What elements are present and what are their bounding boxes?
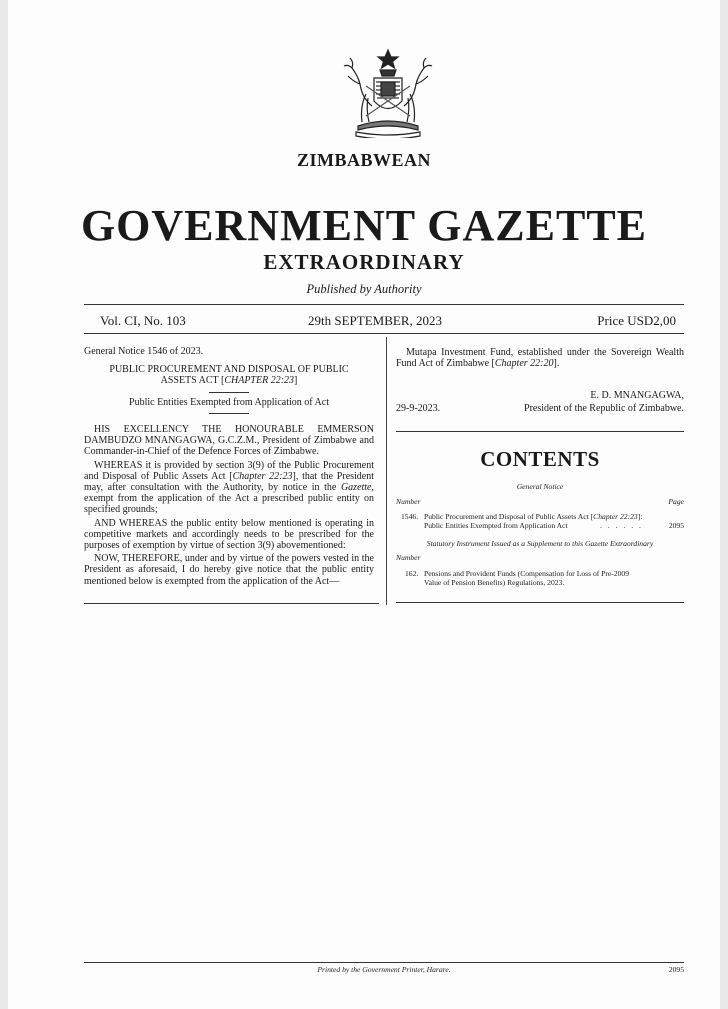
paragraph-preamble: HIS EXCELLENCY THE HONOURABLE EMMERSON DAMBUDZO MNANGAGWA, G.C.Z.M., President of Zimbabwe and Commander-in-Chief of the Defence Forces of Zimbabwe. <box>84 424 374 458</box>
notice-body <box>84 424 374 587</box>
exempted-entity: Mutapa Investment Fund, established under the Sovereign Wealth Fund Act of Zimbabwe [Chapter 22:20]. <box>396 347 684 370</box>
contents-item-subtitle: Value of Pension Benefits) Regulations, 2023. <box>424 578 565 587</box>
paragraph-and-whereas: AND WHEREAS the public entity below mentioned is operating in competitive markets and accordingly needs to be prescribed for the purposes of exemption by virtue of section 3(9) abovementioned: <box>84 517 374 552</box>
right-column-rule <box>396 431 684 432</box>
printer-credit: Printed by the Government Printer, Harare. <box>317 965 451 974</box>
right-column-end-rule <box>396 602 684 603</box>
act-title-line-2: ASSETS ACT [CHAPTER 22:23] <box>160 375 298 387</box>
masthead-bottom-rule <box>84 333 684 334</box>
number-column-label: Number <box>396 497 421 506</box>
footer-page-number: 2095 <box>668 965 684 974</box>
act-title <box>84 364 374 386</box>
signature-date: 29-9-2023. <box>396 403 441 414</box>
contents-item-leader-dots: . . . . . . <box>600 521 643 530</box>
contents-item-title: Public Procurement and Disposal of Public Assets Act [Chapter 22:23]: <box>424 512 643 521</box>
notice-heading: Public Entities Exempted from Application of Act <box>129 397 329 408</box>
zimbabwe-coat-of-arms-icon <box>336 46 440 138</box>
volume-number: Vol. CI, No. 103 <box>100 313 186 328</box>
paragraph-whereas: WHEREAS it is provided by section 3(9) of the Public Procurement and Disposal of Public Assets Act [Chapter 22:23], that the President may, after consultation with the Authority, by notice in the Gazette, exempt from the application of the Act a prescribed public entity on specified grounds; <box>84 459 375 516</box>
separator <box>209 392 249 393</box>
published-by: Published by Authority <box>306 282 422 296</box>
price: Price USD2,00 <box>597 313 676 328</box>
contents-item-title: Pensions and Provident Funds (Compensation for Loss of Pre-2009 <box>424 569 630 578</box>
signatory-name: E. D. MNANGAGWA, <box>590 390 684 401</box>
column-divider <box>386 337 387 605</box>
number-column-label: Number <box>396 553 421 562</box>
signatory-title: President of the Republic of Zimbabwe. <box>524 403 684 414</box>
statutory-instrument-label: Statutory Instrument Issued as a Supplement to this Gazette Extraordinary <box>426 539 654 548</box>
contents-item-number: 1546. <box>401 512 419 521</box>
gazette-title: GOVERNMENT GAZETTE <box>80 201 648 250</box>
footer-rule <box>84 962 684 963</box>
paragraph-now-therefore: NOW, THEREFORE, under and by virtue of the powers vested in the President as aforesaid, I do hereby give notice that the public entity mentioned below is exempted from the application of the Act— <box>84 553 374 587</box>
issue-date: 29th SEPTEMBER, 2023 <box>308 313 442 328</box>
gazette-page <box>8 0 720 1009</box>
act-title-line-1: PUBLIC PROCUREMENT AND DISPOSAL OF PUBLIC <box>109 364 349 375</box>
separator <box>209 413 249 414</box>
contents-title: CONTENTS <box>480 447 600 471</box>
contents-item-page: 2095 <box>668 521 684 530</box>
contents-item-subtitle: Public Entities Exempted from Application Act <box>424 521 568 530</box>
gazette-subtitle: EXTRAORDINARY <box>263 250 465 274</box>
contents-item-number: 162. <box>405 569 419 578</box>
masthead-top-rule <box>84 304 684 305</box>
notice-number: General Notice 1546 of 2023. <box>84 346 204 357</box>
gazette-country: ZIMBABWEAN <box>296 150 431 170</box>
left-column-end-rule <box>84 603 379 604</box>
general-notice-label: General Notice <box>516 482 564 491</box>
page-column-label: Page <box>668 497 684 506</box>
